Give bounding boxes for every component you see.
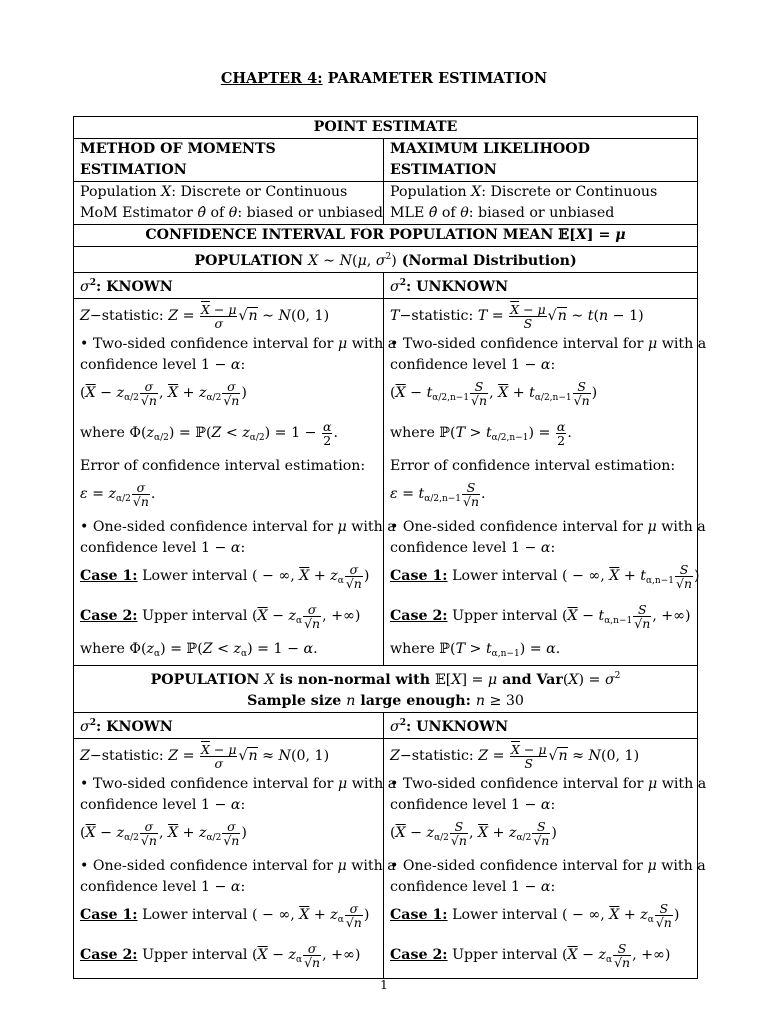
where-line: where ℙ(T > $t_{\alpha/2,n-1}$) = $\frac{\alpha}{2}$ . — [390, 418, 572, 448]
mom-title: METHOD OF MOMENTS ESTIMATION — [74, 139, 384, 182]
conf-level-line-2: confidence level 1 − α: — [80, 879, 246, 895]
case-2-line: Case 2: Upper interval ($\overline{X} - t_{\alpha,n-1}$ $\frac{S}{√n}$ , +∞) — [390, 601, 691, 631]
normal-known-header: $\sigma^2$: KNOWN — [74, 273, 384, 299]
two-sided-interval: ($\overline{X} - t_{\alpha/2,n-1}$ $\frac{S}{√n}$ , $\overline{X} + t_{\alpha/2,n-1}$ $\frac{S}{√n}$ ) — [390, 378, 598, 408]
error-formula: $\varepsilon = z_{\alpha/2}$ $\frac{\sigma}{√n}$ . — [80, 479, 156, 509]
nonnormal-header-row — [74, 666, 698, 713]
t-statistic-line: T−statistic: T = $\frac{\overline{X} - \mu}{S}$ √n ∼ t(n − 1) — [390, 301, 644, 331]
point-estimate-titles-row — [74, 139, 698, 182]
conf-level-line: confidence level 1 − α: — [80, 357, 246, 373]
ci-header: CONFIDENCE INTERVAL FOR POPULATION MEAN 𝔼[X] = μ — [74, 225, 698, 247]
z-statistic-line: Z−statistic: Z = $\frac{\overline{X} - \mu}{\sigma}$ √n ∼ N(0, 1) — [80, 301, 330, 331]
case-2-line: Case 2: Upper interval ($\overline{X} - z_\alpha$ $\frac{\sigma}{√n}$ , +∞) — [80, 601, 361, 631]
case-2-line: Case 2: Upper interval ($\overline{X} - z_\alpha$ $\frac{\sigma}{√n}$ , +∞) — [80, 940, 361, 970]
nonnormal-header: POPULATION X is non-normal with 𝔼[X] = μ and $Var(X) = \sigma^2$ Sample size n large enough: n ≥ 30 — [74, 666, 698, 713]
normal-header: POPULATION X ∼ N(μ, $\sigma^2$) (Normal Distribution) — [74, 247, 698, 273]
conf-level-line: confidence level 1 − α: — [390, 797, 556, 813]
mom-line-2: MoM Estimator θ̂ of θ: biased or unbiased — [80, 205, 383, 221]
case-1-line: Case 1: Lower interval ( − ∞, $\overline{X} + z_\alpha$ $\frac{S}{√n}$ ) — [390, 900, 680, 930]
conf-level-line-2: confidence level 1 − α: — [80, 540, 246, 556]
point-estimate-header-row — [74, 117, 698, 139]
where-line-2: where ℙ(T > $t_{\alpha,n-1}) = \alpha$. — [390, 641, 561, 659]
conf-level-line: confidence level 1 − α: — [390, 357, 556, 373]
case-1-line: Case 1: Lower interval ( − ∞, $\overline{X} + z_\alpha$ $\frac{\sigma}{√n}$ ) — [80, 900, 370, 930]
two-sided-interval: ($\overline{X} - z_{\alpha/2}$ $\frac{\sigma}{√n}$ , $\overline{X} + z_{\alpha/2}$ $\frac{\sigma}{√n}$ ) — [80, 378, 247, 408]
nonnormal-body-row — [74, 739, 698, 979]
point-estimate-header: POINT ESTIMATE — [74, 117, 698, 139]
z-statistic-line: Z−statistic: Z = $\frac{\overline{X} - \mu}{\sigma}$ √n ≈ N(0, 1) — [80, 741, 330, 771]
case-1-line: Case 1: Lower interval ( − ∞, $\overline{X} + t_{\alpha,n-1}$ $\frac{S}{√n}$ ) — [390, 561, 700, 591]
error-label: Error of confidence interval estimation: — [390, 458, 676, 474]
where-line-2: where $\Phi(z_\alpha)$ = ℙ(Z < $z_\alpha) = 1 - \alpha$. — [80, 641, 318, 659]
case-2-line: Case 2: Upper interval ($\overline{X} - z_\alpha$ $\frac{S}{√n}$ , +∞) — [390, 940, 671, 970]
two-sided-interval: ($\overline{X} - z_{\alpha/2}$ $\frac{\sigma}{√n}$ , $\overline{X} + z_{\alpha/2}$ $\frac{\sigma}{√n}$ ) — [80, 818, 247, 848]
page-number: 1 — [380, 978, 388, 992]
where-line: where $\Phi(z_{\alpha/2})$ = ℙ(Z < $z_{\alpha/2}) = 1$ − $\frac{\alpha}{2}$ . — [80, 418, 338, 448]
one-sided-line: • One-sided confidence interval for μ with a — [80, 519, 396, 535]
error-formula: $\varepsilon = t_{\alpha/2,n-1}$ $\frac{S}{√n}$ . — [390, 479, 486, 509]
error-label: Error of confidence interval estimation: — [80, 458, 366, 474]
mom-line-1: Population X: Discrete or Continuous — [80, 184, 348, 200]
mle-line-2: MLE θ̂ of θ: biased or unbiased — [390, 205, 615, 221]
mle-line-1: Population X: Discrete or Continuous — [390, 184, 658, 200]
nonnormal-unknown-body — [384, 739, 707, 979]
normal-known-body — [74, 299, 397, 666]
mle-body — [384, 182, 698, 225]
mle-title: MAXIMUM LIKELIHOOD ESTIMATION — [384, 139, 698, 182]
one-sided-line: • One-sided confidence interval for μ with a — [390, 519, 706, 535]
ci-header-row — [74, 225, 698, 247]
normal-unknown-body — [384, 299, 707, 666]
conf-level-line: confidence level 1 − α: — [80, 797, 246, 813]
nonnormal-unknown-header: $\sigma^2$: UNKNOWN — [384, 713, 698, 739]
point-estimate-body-row — [74, 182, 698, 225]
page-title — [0, 70, 768, 87]
chapter-title: PARAMETER ESTIMATION — [327, 70, 548, 87]
two-sided-interval: ($\overline{X} - z_{\alpha/2}$ $\frac{S}{√n}$ , $\overline{X} + z_{\alpha/2}$ $\frac{S}{√n}$ ) — [390, 818, 557, 848]
normal-body-row — [74, 299, 698, 666]
formula-table — [73, 116, 707, 979]
case-1-line: Case 1: Lower interval ( − ∞, $\overline{X} + z_\alpha$ $\frac{\sigma}{√n}$ ) — [80, 561, 370, 591]
mom-body — [74, 182, 384, 225]
two-sided-line: • Two-sided confidence interval for μ with a — [80, 336, 397, 352]
one-sided-line: • One-sided confidence interval for μ with a — [390, 858, 706, 874]
one-sided-line: • One-sided confidence interval for μ with a — [80, 858, 396, 874]
nonnormal-known-row — [74, 713, 698, 739]
z-statistic-line: Z−statistic: Z = $\frac{\overline{X} - \mu}{S}$ √n ≈ N(0, 1) — [390, 741, 640, 771]
two-sided-line: • Two-sided confidence interval for μ with a — [390, 336, 707, 352]
chapter-label: CHAPTER 4: — [220, 70, 323, 87]
nonnormal-known-header: $\sigma^2$: KNOWN — [74, 713, 384, 739]
normal-known-row — [74, 273, 698, 299]
conf-level-line-2: confidence level 1 − α: — [390, 879, 556, 895]
nonnormal-known-body — [74, 739, 397, 979]
conf-level-line-2: confidence level 1 − α: — [390, 540, 556, 556]
normal-header-row — [74, 247, 698, 273]
normal-unknown-header: $\sigma^2$: UNKNOWN — [384, 273, 698, 299]
two-sided-line: • Two-sided confidence interval for μ with a — [390, 776, 707, 792]
two-sided-line: • Two-sided confidence interval for μ with a — [80, 776, 397, 792]
